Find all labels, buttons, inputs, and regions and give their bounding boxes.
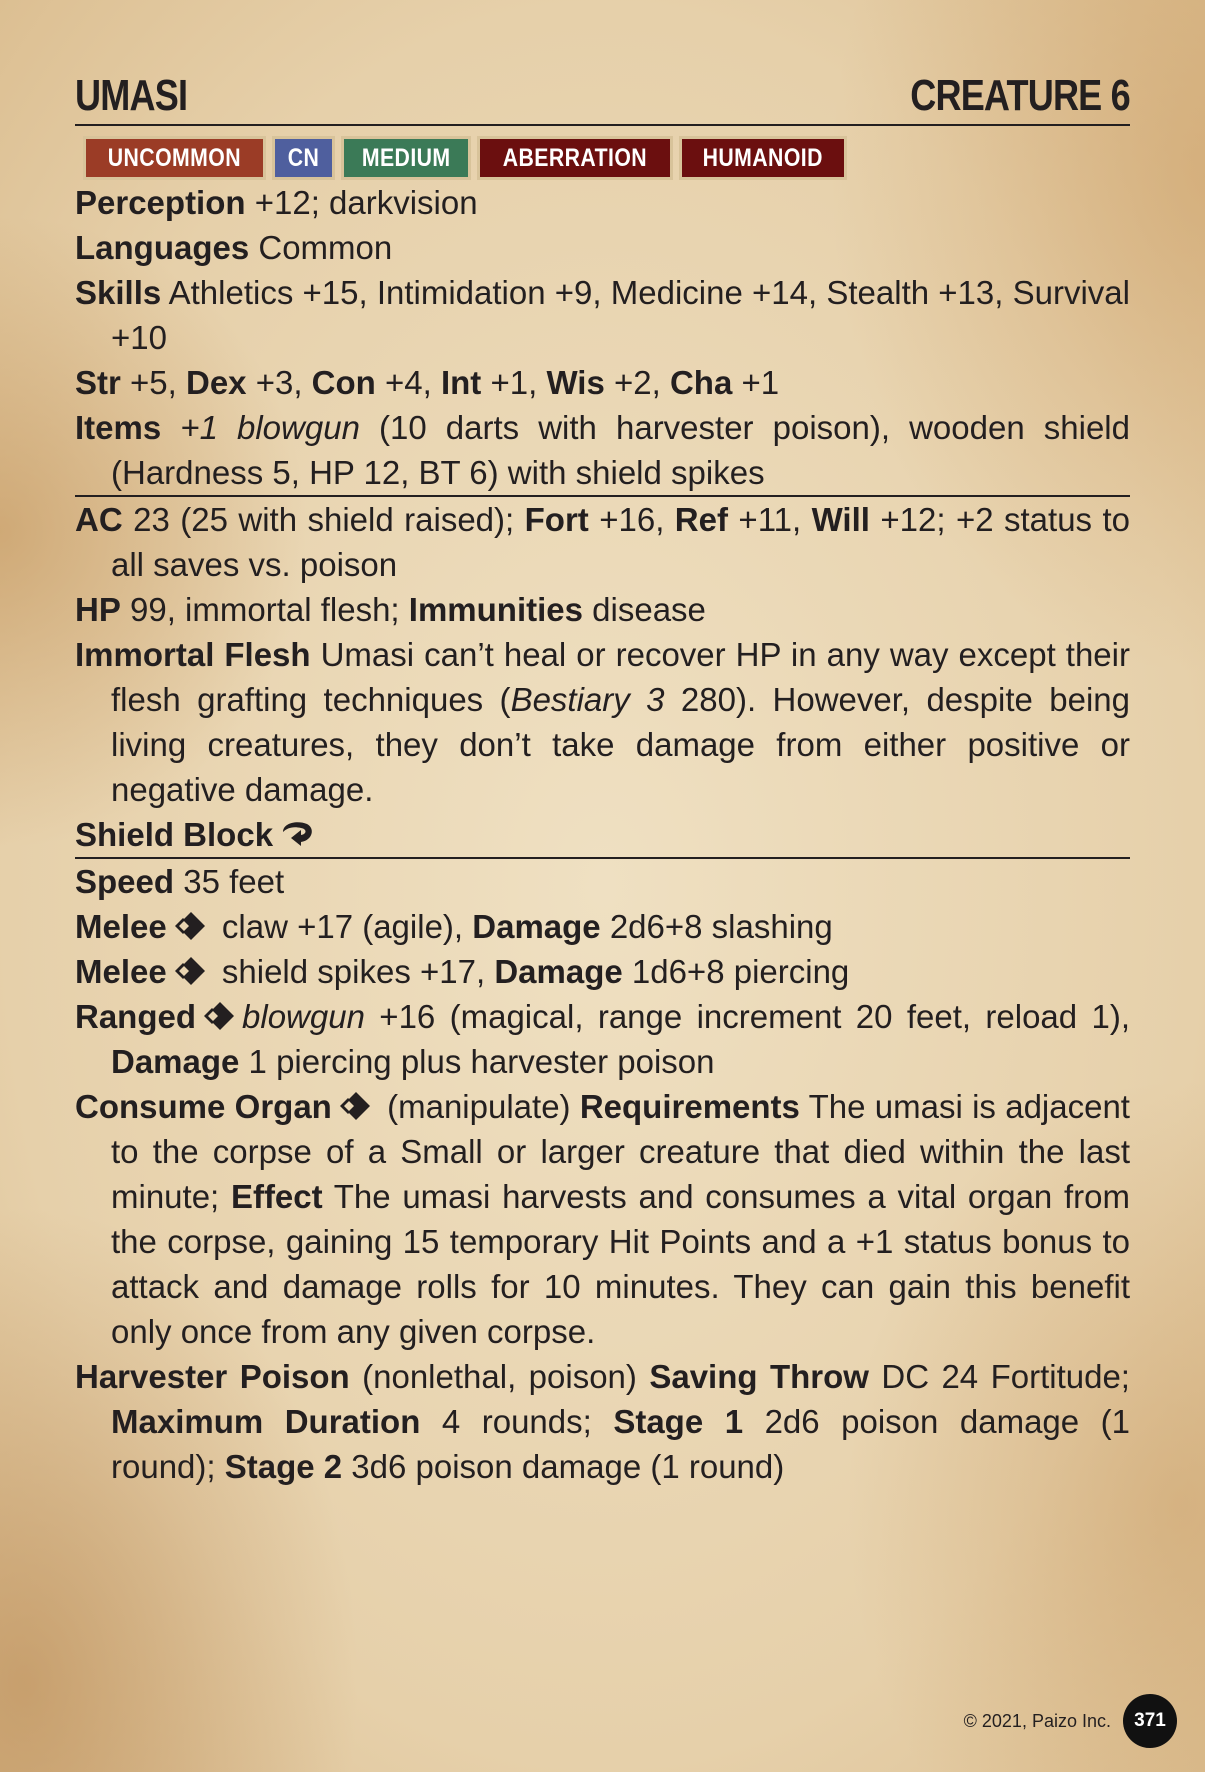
creature-level: CREATURE 6	[910, 71, 1130, 120]
stat-block	[75, 70, 1130, 1489]
page-number: 371	[1123, 1694, 1177, 1748]
defense-line: AC 23 (25 with shield raised); Fort +16, Ref +11, Will +12; +2 status to all saves vs. poison	[75, 501, 1131, 583]
trait-alignment: CN	[272, 136, 335, 180]
melee-claw-line: Melee claw +17 (agile), Damage 2d6+8 slashing	[75, 908, 833, 945]
trait-uncommon: UNCOMMON	[83, 136, 266, 180]
items-line: Items +1 blowgun (10 darts with harvester poison), wooden shield (Hardness 5, HP 12, BT 6) with shield spikes	[75, 409, 1130, 491]
single-action-icon	[336, 1090, 374, 1122]
skills-line: Skills Athletics +15, Intimidation +9, Medicine +14, Stealth +13, Survival +10	[75, 274, 1130, 356]
trait-humanoid: HUMANOID	[679, 136, 847, 180]
creature-name: UMASI	[75, 71, 188, 120]
page-footer	[964, 1694, 1177, 1748]
title-row	[75, 70, 1130, 126]
shield-block-ability: Shield Block	[75, 812, 1130, 857]
ability-scores-line: Str +5, Dex +3, Con +4, Int +1, Wis +2, Cha +1	[75, 364, 780, 401]
trait-aberration: ABERRATION	[477, 136, 673, 180]
trait-size: MEDIUM	[341, 136, 471, 180]
single-action-icon	[171, 955, 209, 987]
perception-line: Perception +12; darkvision	[75, 184, 478, 221]
consume-organ-ability: Consume Organ (manipulate) Requirements The umasi is adjacent to the corpse of a Small or larger creature that died within the last minute; Effect The umasi harvests and consumes a vital organ from the corpse, gaining 15 temporary Hit Points and a +1 status bonus to attack and damage rolls for 10 minutes. They can gain this benefit only once from any given corpse.	[75, 1088, 1130, 1350]
harvester-poison-ability: Harvester Poison (nonlethal, poison) Saving Throw DC 24 Fortitude; Maximum Duration 4 rounds; Stage 1 2d6 poison damage (1 round); Stage 2 3d6 poison damage (1 round)	[75, 1358, 1130, 1485]
single-action-icon	[200, 1000, 238, 1032]
hp-line: HP 99, immortal flesh; Immunities disease	[75, 591, 706, 628]
copyright-notice: © 2021, Paizo Inc.	[963, 1710, 1111, 1731]
speed-line: Speed 35 feet	[75, 863, 285, 900]
languages-line: Languages Common	[75, 229, 393, 266]
ranged-blowgun-line: Ranged blowgun +16 (magical, range increment 20 feet, reload 1), Damage 1 piercing plus harvester poison	[75, 998, 1130, 1080]
melee-shield-spikes-line: Melee shield spikes +17, Damage 1d6+8 piercing	[75, 953, 850, 990]
reaction-icon	[277, 818, 317, 848]
trait-list	[83, 136, 1130, 180]
immortal-flesh-ability: Immortal Flesh Umasi can’t heal or recover HP in any way except their flesh grafting techniques (Bestiary 3 280). However, despite being living creatures, they don’t take damage from either positive or negative damage.	[75, 636, 1131, 808]
single-action-icon	[171, 910, 209, 942]
